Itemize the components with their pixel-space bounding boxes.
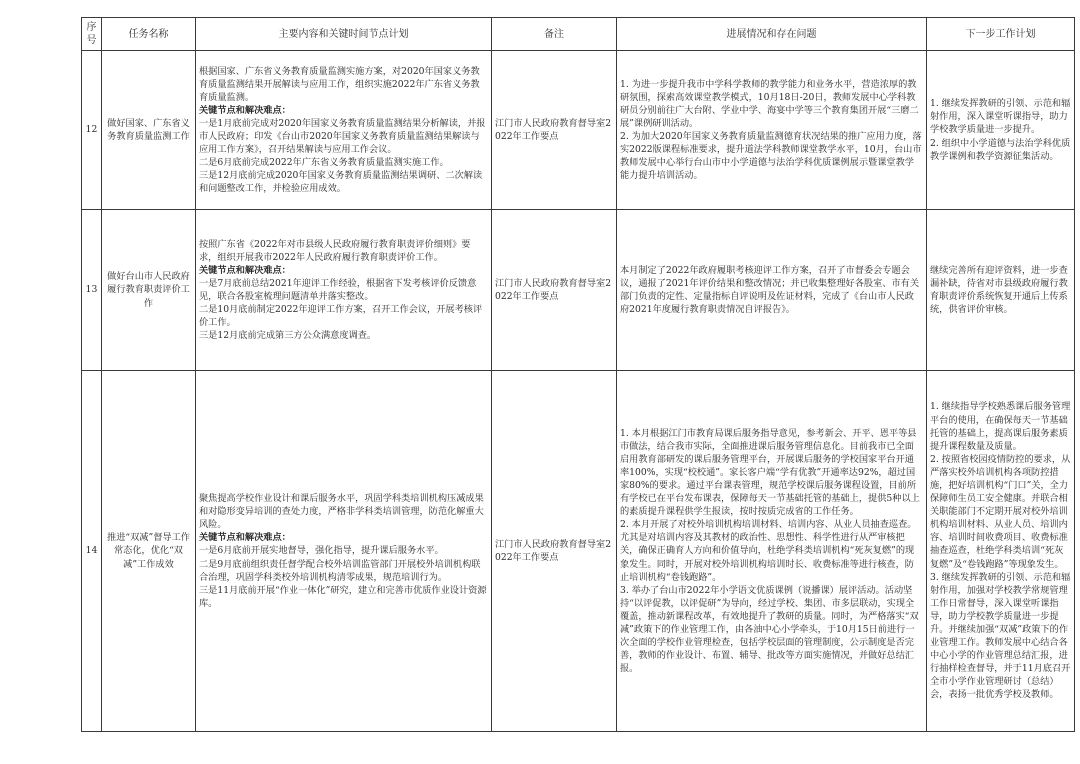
- row-remark: 江门市人民政府教育督导室2022年工作要点: [492, 210, 617, 371]
- row-main-content: [196, 210, 492, 371]
- row-progress: [617, 371, 927, 732]
- key-points-label: 关键节点和解决难点：: [199, 264, 291, 276]
- table-header-row: [82, 18, 1075, 51]
- work-plan-table: [81, 17, 1075, 732]
- plan-intro: 按照广东省《2022年对市县级人民政府履行教育职责评价细则》要求，组织开展我市2022年人民政府履行教育职责评价工作。: [199, 238, 471, 263]
- row-task-name: 做好台山市人民政府履行教育职责评价工作: [102, 210, 196, 371]
- progress-item: 1. 为进一步提升我市中学科学教师的教学能力和业务水平，营造浓厚的教研氛围，探索高效课堂教学模式，10月18日-20日，教师发展中心学科教研员分别前往广大台附、学业中学、海宴中学等三个教育集团开展“三磨二展”课例研训活动。: [620, 78, 919, 129]
- row-task-name: 推进“双减”督导工作常态化，优化“双减”工作成效: [102, 371, 196, 732]
- row-seq: 13: [82, 210, 102, 371]
- plan-point: 一是7月底前总结2021年迎评工作经验，根据省下发考核评价反馈意见，联合各股室梳理问题清单并落实整改。: [199, 277, 477, 302]
- header-seq: 序号: [82, 18, 102, 51]
- row-task-name: 做好国家、广东省义务教育质量监测工作: [102, 51, 196, 210]
- row-progress: [617, 51, 927, 210]
- plan-point: 一是6月底前开展实地督导，强化指导，提升课后服务水平。: [199, 545, 444, 557]
- row-next-plan: [927, 210, 1075, 371]
- header-task-name: 任务名称: [102, 18, 196, 51]
- plan-intro: 根据国家、广东省义务教育质量监测实施方案，对2020年国家义务教育质量监测结果开展解读与应用工作，组织实施2022年广东省义务教育质量监测。: [199, 65, 480, 103]
- next-plan-item: 2. 组织中小学道德与法治学科优质教学课例和教学资源征集活动。: [930, 137, 1071, 162]
- header-remark: 备注: [492, 18, 617, 51]
- table-row: [82, 371, 1075, 732]
- plan-point: 三是11月底前开展“作业一体化”研究，建立和完善市优质作业设计资源库。: [199, 584, 487, 609]
- progress-item: 2. 本月开展了对校外培训机构培训材料、培训内容、从业人员抽查巡查。尤其是对培训内容及其教材的政治性、思想性、科学性进行从严审核把关，确保正确育人方向和价值导向，杜绝学科类培训机构“死灰复燃”的现象发生。同时，开展对校外培训机构培训时长、收费标准等进行核查，防止培训机构“卷钱跑路”。: [620, 519, 917, 583]
- row-next-plan: [927, 371, 1075, 732]
- key-points-label: 关键节点和解决难点：: [199, 104, 291, 116]
- plan-point: 二是10月底前制定2022年迎评工作方案，召开工作会议，开展考核评价工作。: [199, 304, 483, 329]
- row-main-content: [196, 51, 492, 210]
- next-plan-item: 3. 继续发挥教研的引领、示范和辐射作用，加强对学校教学常规管理工作日常督导，深入课堂听课指导，助力学校教学质量进一步提升。并继续加强“双减”政策下的作业管理工作。教师发展中心结合各中心小学的作业管理总结汇报，进行抽样检查督导，并于11月底召开全市小学作业管理研讨（总结）会，表扬一批优秀学校及教师。: [930, 571, 1071, 701]
- progress-item: 1. 本月根据江门市教育局课后服务指导意见，参考新会、开平、恩平等县市做法，结合我市实际，全面推进课后服务管理信息化。目前我市已全面启用教育部研发的课后服务管理平台，开展课后服务的学校国家平台开通率100%，实现“校校通”。家长客户端“学有优教”开通率达92%，超过国家80%的要求。通过平台课表管理，规范学校课后服务课程设置，目前所有学校已在平台发布课表，保障每天一节基础托管的基础上，提供5种以上的素质提升课程供学生报读，按时按质完成省的工作任务。: [620, 427, 920, 518]
- next-plan-item: 1. 继续发挥教研的引领、示范和辐射作用，深入课堂听课指导，助力学校教学质量进一步提升。: [930, 98, 1071, 136]
- progress-item: 2. 为加大2020年国家义务教育质量监测德育状况结果的推广应用力度，落实2022版课程标准要求，提升道法学科教师课堂教学水平，10月，台山市教师发展中心举行台山市中小学道德与法治学科优质课例展示暨课堂教学能力提升培训活动。: [620, 131, 922, 182]
- plan-point: 二是6月底前完成2022年广东省义务教育质量监测实施工作。: [199, 157, 449, 169]
- plan-point: 一是1月底前完成对2020年国家义务教育质量监测结果分析解读，并报市人民政府；印发《台山市2020年国家义务教育质量监测结果解读与应用工作方案》，召开结果解读与应用工作会议。: [199, 117, 486, 156]
- next-plan-item: 继续完善所有迎评资料，进一步查漏补缺，待省对市县级政府履行教育职责评价系统恢复开通后上传系统，供省评价审核。: [930, 264, 1068, 316]
- plan-intro: 聚焦提高学校作业设计和课后服务水平，巩固学科类培训机构压减成果和对隐形变异培训的查处力度，严格非学科类培训管理，防范化解重大风险。: [199, 493, 484, 531]
- plan-point: 二是9月底前组织责任督学配合校外培训监管部门开展校外培训机构联合治理，巩固学科类校外培训机构清零成果，规范培训行为。: [199, 558, 481, 583]
- row-remark: 江门市人民政府教育督导室2022年工作要点: [492, 51, 617, 210]
- header-progress: 进展情况和存在问题: [617, 18, 927, 51]
- progress-item: 本月制定了2022年政府履职考核迎评工作方案，召开了市督委会专题会议，通报了2021年评价结果和整改情况；并已收集整理好各股室、市有关部门负责的定性、定量指标自评说明及佐证材料，完成了《台山市人民政府2021年度履行教育职责情况自评报告》。: [620, 264, 920, 316]
- row-next-plan: [927, 51, 1075, 210]
- header-next-plan: 下一步工作计划: [927, 18, 1075, 51]
- plan-point: 三是12月底前完成第三方公众满意度调查。: [199, 330, 377, 342]
- row-seq: 14: [82, 371, 102, 732]
- table-row: [82, 51, 1075, 210]
- table-row: [82, 210, 1075, 371]
- row-remark: 江门市人民政府教育督导室2022年工作要点: [492, 371, 617, 732]
- row-seq: 12: [82, 51, 102, 210]
- header-main-content: 主要内容和关键时间节点计划: [196, 18, 492, 51]
- next-plan-item: 2. 按照省校园疫情防控的要求，从严落实校外培训机构各项防控措施，把好培训机构“门口”关，全力保障师生员工安全健康。并联合相关职能部门不定期开展对校外培训机构培训材料、从业人员、培训内容、培训时间收费项目、收费标准抽查巡查，杜绝学科类培训“死灰复燃”及“卷钱跑路”等现象发生。: [930, 453, 1071, 570]
- plan-point: 三是12月底前完成2020年国家义务教育质量监测结果调研、二次解读和问题整改工作，并检验应用成效。: [199, 170, 483, 195]
- progress-item: 3. 举办了台山市2022年小学语文优质课例（说播课）展评活动。活动坚持“以评促教，以评促研”为导向，经过学校、集团、市多层联动，实现全覆盖，推动新课程改革，有效地提升了教研的质量。同时，为严格落实“双减”政策下的作业管理工作，由各油中心小学牵头，于10月15日前进行一次全面的学校作业管理检查，包括学校层面的管理制度，公示制度是否完善，教师的作业设计、布置、辅导、批改等方面实施情况，并做好总结汇报。: [620, 584, 919, 675]
- row-progress: [617, 210, 927, 371]
- row-main-content: [196, 371, 492, 732]
- key-points-label: 关键节点和解决难点：: [199, 532, 291, 544]
- next-plan-item: 1. 继续指导学校熟悉课后服务管理平台的使用，在确保每天一节基础托管的基础上，提高课后服务素质提升课程数量及质量。: [930, 401, 1071, 452]
